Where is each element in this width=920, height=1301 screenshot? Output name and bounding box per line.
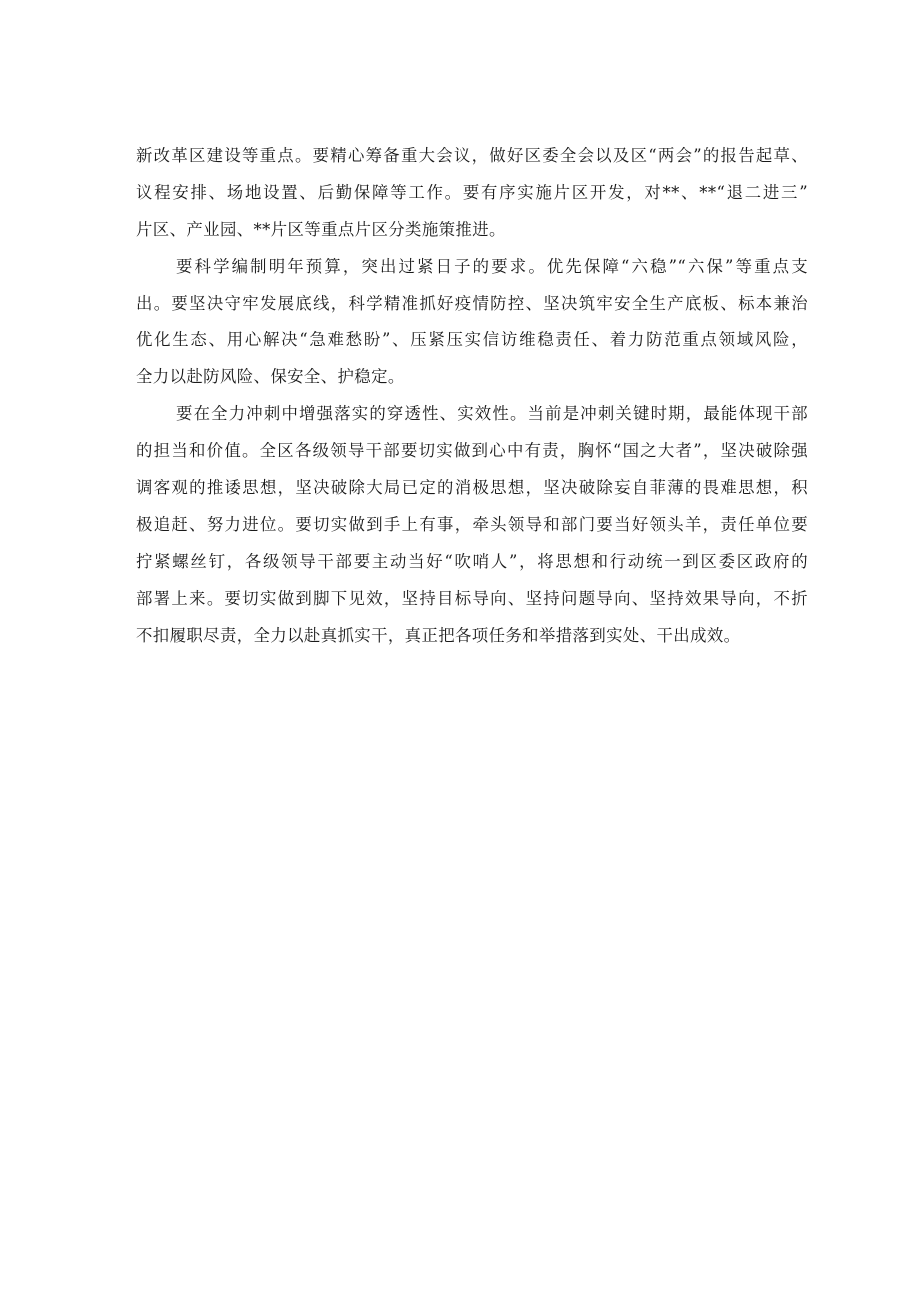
text-line: 极追赶、努力进位。要切实做到手上有事，牵头领导和部门要当好领头羊，责任单位要 <box>136 514 808 534</box>
paragraph-1 <box>136 138 808 249</box>
text-line: 全力以赴防风险、保安全、护稳定。 <box>136 367 405 387</box>
text-line: 议程安排、场地设置、后勤保障等工作。要有序实施片区开发，对**、**“退二进三” <box>136 182 808 202</box>
text-line: 拧紧螺丝钉，各级领导干部要主动当好“吹哨人”，将思想和行动统一到区委区政府的 <box>136 551 808 571</box>
text-line: 部署上来。要切实做到脚下见效，坚持目标导向、坚持问题导向、坚持效果导向，不折 <box>136 588 808 608</box>
text-line: 出。要坚决守牢发展底线，科学精准抓好疫情防控、坚决筑牢安全生产底板、标本兼治 <box>136 293 808 313</box>
text-line: 要科学编制明年预算，突出过紧日子的要求。优先保障“六稳”“六保”等重点支 <box>176 256 808 276</box>
paragraph-3 <box>136 396 808 654</box>
text-line: 调客观的推诿思想，坚决破除大局已定的消极思想，坚决破除妄自菲薄的畏难思想，积 <box>136 478 808 498</box>
text-line: 优化生态、用心解决“急难愁盼”、压紧压实信访维稳责任、着力防范重点领域风险， <box>136 330 808 350</box>
document-body <box>136 138 808 654</box>
text-line: 片区、产业园、**片区等重点片区分类施策推进。 <box>136 219 506 239</box>
text-line: 要在全力冲刺中增强落实的穿透性、实效性。当前是冲刺关键时期，最能体现干部 <box>176 404 808 424</box>
text-line: 不扣履职尽责，全力以赴真抓实干，真正把各项任务和举措落到实处、干出成效。 <box>136 625 741 645</box>
paragraph-2 <box>136 249 808 397</box>
text-line: 的担当和价值。全区各级领导干部要切实做到心中有责，胸怀“国之大者”，坚决破除强 <box>136 441 808 461</box>
text-line: 新改革区建设等重点。要精心筹备重大会议，做好区委全会以及区“两会”的报告起草、 <box>136 146 808 165</box>
